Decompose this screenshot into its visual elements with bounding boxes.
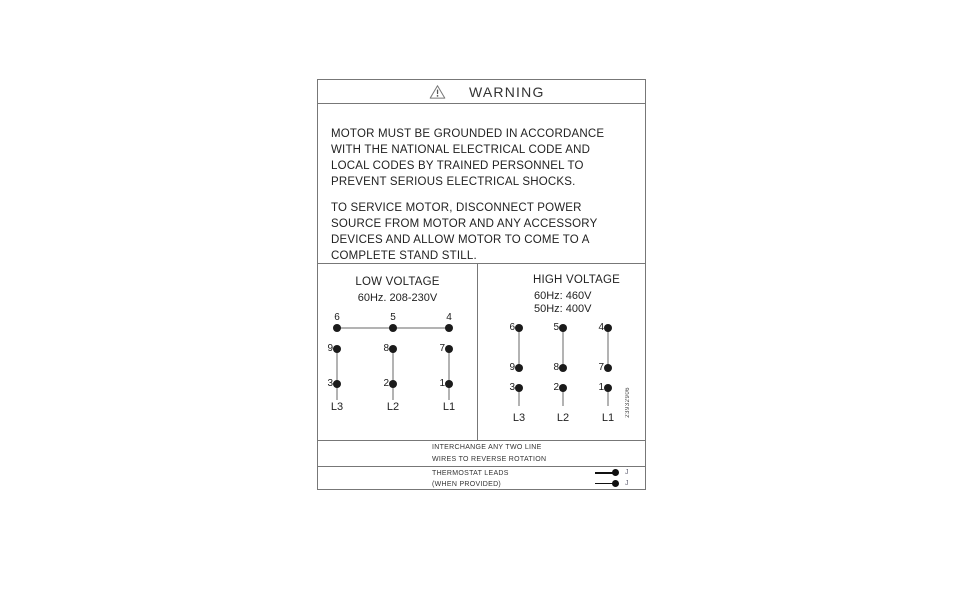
warning-triangle-icon xyxy=(429,84,446,100)
terminal-number-3: 3 xyxy=(509,382,515,393)
warning-title: WARNING xyxy=(469,84,545,100)
terminal-dot-5 xyxy=(559,324,567,332)
terminal-number-7: 7 xyxy=(598,362,604,373)
line-label-L3: L3 xyxy=(330,401,344,413)
terminal-number-5: 5 xyxy=(553,322,559,333)
terminal-number-6: 6 xyxy=(509,322,515,333)
thermostat-line2: (WHEN PROVIDED) xyxy=(432,480,502,488)
service-paragraph xyxy=(331,200,597,264)
high-voltage-title: HIGH VOLTAGE xyxy=(533,274,620,286)
terminal-dot-6 xyxy=(333,324,341,332)
terminal-dot-3 xyxy=(333,380,341,388)
connection-line xyxy=(448,349,450,400)
line-label-L3: L3 xyxy=(512,412,526,424)
connection-line xyxy=(518,328,520,368)
terminal-number-4: 4 xyxy=(598,322,604,333)
terminal-number-4: 4 xyxy=(446,312,452,323)
terminal-dot-9 xyxy=(333,345,341,353)
terminal-dot-4 xyxy=(445,324,453,332)
paragraph-line: SOURCE FROM MOTOR AND ANY ACCESSORY xyxy=(331,218,598,230)
paragraph-line: LOCAL CODES BY TRAINED PERSONNEL TO xyxy=(331,160,584,172)
terminal-number-2: 2 xyxy=(553,382,559,393)
terminal-dot-4 xyxy=(604,324,612,332)
terminal-dot-8 xyxy=(559,364,567,372)
paragraph-line: PREVENT SERIOUS ELECTRICAL SHOCKS. xyxy=(331,176,576,188)
high-voltage-subtitle-50hz: 50Hz: 400V xyxy=(534,303,592,315)
grounding-paragraph xyxy=(331,126,604,190)
connection-line xyxy=(336,349,338,400)
terminal-dot-2 xyxy=(559,384,567,392)
rotation-note-line1: INTERCHANGE ANY TWO LINE xyxy=(432,444,542,451)
lead-terminal-dot xyxy=(612,469,619,476)
lead-terminal-dot xyxy=(612,480,619,487)
terminal-dot-7 xyxy=(445,345,453,353)
paragraph-line: TO SERVICE MOTOR, DISCONNECT POWER xyxy=(331,202,582,214)
terminal-dot-3 xyxy=(515,384,523,392)
terminal-number-1: 1 xyxy=(439,378,445,389)
paragraph-line: DEVICES AND ALLOW MOTOR TO COME TO A xyxy=(331,234,590,246)
line-label-L1: L1 xyxy=(442,401,456,413)
connection-line xyxy=(392,349,394,400)
terminal-dot-8 xyxy=(389,345,397,353)
line-label-L2: L2 xyxy=(556,412,570,424)
warning-header xyxy=(318,80,645,104)
connection-line xyxy=(562,328,564,368)
paragraph-line: WITH THE NATIONAL ELECTRICAL CODE AND xyxy=(331,144,591,156)
terminal-dot-5 xyxy=(389,324,397,332)
connection-line xyxy=(607,328,609,368)
lead-label: J xyxy=(625,479,629,487)
part-number: 23932906 xyxy=(625,387,631,418)
rotation-note-line2: WIRES TO REVERSE ROTATION xyxy=(432,456,547,463)
voltage-section xyxy=(318,263,645,440)
lead-label: J xyxy=(625,469,629,476)
terminal-number-1: 1 xyxy=(598,382,604,393)
high-voltage-panel xyxy=(477,264,645,440)
warning-body xyxy=(318,104,645,263)
terminal-number-2: 2 xyxy=(383,378,389,389)
thermostat-line1: THERMOSTAT LEADS xyxy=(432,470,509,477)
paragraph-line: MOTOR MUST BE GROUNDED IN ACCORDANCE xyxy=(331,128,605,140)
high-voltage-subtitle-60hz: 60Hz: 460V xyxy=(534,290,592,302)
terminal-number-8: 8 xyxy=(553,362,559,373)
thermostat-lead-symbol xyxy=(595,469,637,477)
terminal-dot-9 xyxy=(515,364,523,372)
thermostat-cell xyxy=(318,466,645,489)
paragraph-line: COMPLETE STAND STILL. xyxy=(331,250,477,262)
low-voltage-panel xyxy=(318,264,477,440)
terminal-dot-1 xyxy=(604,384,612,392)
motor-warning-label xyxy=(318,80,645,489)
terminal-dot-6 xyxy=(515,324,523,332)
terminal-dot-1 xyxy=(445,380,453,388)
line-label-L2: L2 xyxy=(386,401,400,413)
low-voltage-subtitle: 60Hz. 208-230V xyxy=(357,292,438,304)
low-voltage-title: LOW VOLTAGE xyxy=(355,276,440,288)
terminal-number-7: 7 xyxy=(439,343,445,354)
terminal-number-9: 9 xyxy=(509,362,515,373)
rotation-note-cell xyxy=(318,440,645,466)
terminal-number-3: 3 xyxy=(327,378,333,389)
terminal-number-6: 6 xyxy=(334,312,340,323)
terminal-dot-2 xyxy=(389,380,397,388)
terminal-number-9: 9 xyxy=(327,343,333,354)
line-label-L1: L1 xyxy=(601,412,615,424)
thermostat-lead-symbol xyxy=(595,480,637,488)
terminal-dot-7 xyxy=(604,364,612,372)
terminal-number-5: 5 xyxy=(390,312,396,323)
terminal-number-8: 8 xyxy=(383,343,389,354)
